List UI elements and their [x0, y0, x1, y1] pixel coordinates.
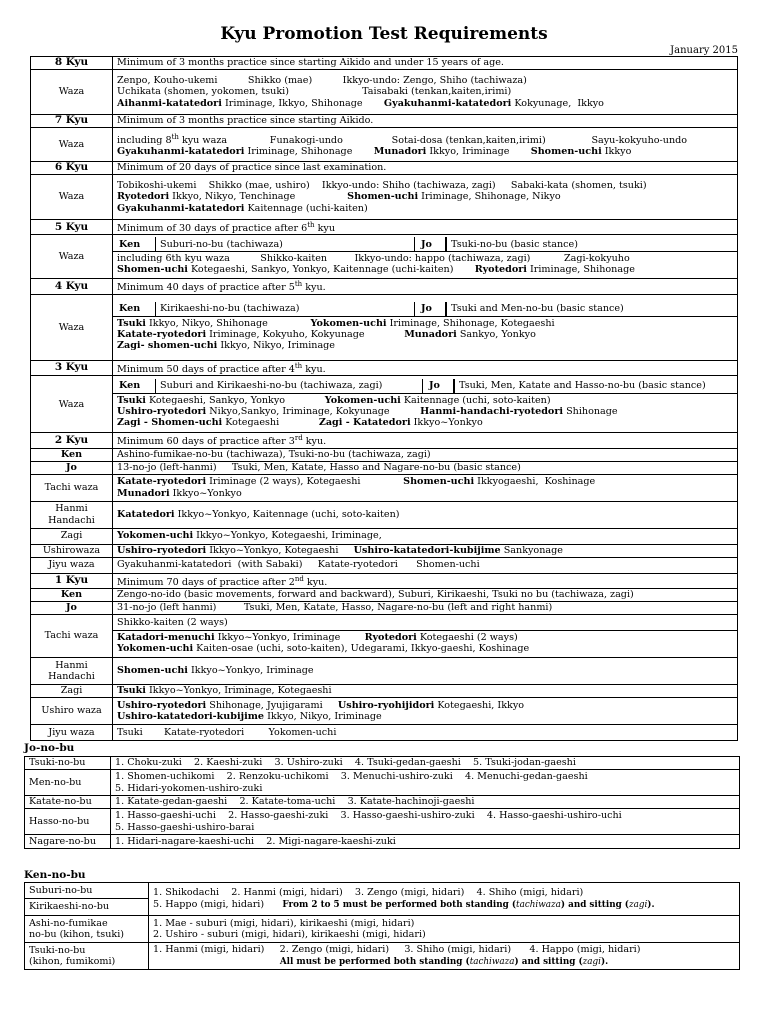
- technique-list: Nikyo,Sankyo, Iriminage, Kokyunage: [206, 406, 421, 418]
- jo-kata-list: 1. Choku-zuki 2. Kaeshi-zuki 3. Ushiro-zuki 4. Tsuki-gedan-gaeshi 5. Tsuki-jodan-gaeshi: [111, 757, 740, 770]
- jo-kata-list: 1. Katate-gedan-gaeshi 2. Katate-toma-uchi 3. Katate-hachinoji-gaeshi: [111, 796, 740, 809]
- note-text: ).: [647, 899, 655, 910]
- jo-kata-label: Hasso-no-bu: [25, 809, 111, 835]
- ushiro-waza-label: Ushiro waza: [31, 697, 113, 724]
- technique-list: Iriminage, Shihonage: [526, 264, 635, 276]
- technique-name: Aihanmi-katatedori: [117, 97, 222, 109]
- ken-kata-list: 2. Ushiro - suburi (migi, hidari), kirikaeshi (migi, hidari): [153, 929, 426, 940]
- technique-name: Katate-ryotedori: [117, 476, 207, 488]
- kyu-5-waza-content: [113, 235, 738, 279]
- jo-no-bu-heading: Jo-no-bu: [24, 742, 75, 754]
- jo-kata-list: 1. Shomen-uchikomi 2. Renzoku-uchikomi 3. Menuchi-ushiro-zuki 4. Menuchi-gedan-gaeshi: [115, 771, 588, 783]
- technique-name: Hanmi-handachi-ryotedori: [420, 406, 564, 418]
- ken-kata-content: [149, 943, 740, 970]
- kyu-7-header-row: [31, 115, 738, 128]
- ken-kata-list: 1. Hanmi (migi, hidari) 2. Zengo (migi, hidari) 3. Shiho (migi, hidari) 4. Happo (migi, hidari): [153, 944, 641, 956]
- ken-requirement: Suburi-no-bu (tachiwaza): [160, 238, 283, 250]
- technique-list: Ikkyo~Yonkyo, Kotegaeshi: [206, 544, 354, 556]
- suburi-label: Suburi-no-bu: [25, 883, 148, 899]
- kyu-2-jo-row: [31, 461, 738, 474]
- kyu-4-header-row: [31, 279, 738, 294]
- technique-list: Ikkyo, Nikyo, Tenchinage: [169, 191, 348, 203]
- technique-name: Yokomen-uchi: [324, 394, 401, 406]
- ken-jo-row: [113, 302, 738, 317]
- tachi-waza-label: Tachi waza: [31, 474, 113, 501]
- ken-label: Ken: [113, 237, 156, 251]
- label-line: Hanmi: [55, 503, 88, 515]
- jo-row: [25, 770, 740, 796]
- kyu-1-label: 1 Kyu: [31, 573, 113, 588]
- kyu-7-waza-row: [31, 128, 738, 162]
- technique-list: Kotegaeshi: [222, 417, 319, 429]
- technique-name: Gyakuhanmi-katatedori: [117, 146, 245, 158]
- label-line: no-bu (kihon, tsuki): [29, 929, 125, 940]
- technique-name: Gyakuhanmi-katatedori: [383, 97, 512, 109]
- label-line: Ashi-no-fumikae: [29, 917, 108, 929]
- req-text: kyu.: [303, 576, 328, 588]
- ushiro-waza-content: [113, 544, 738, 557]
- kyu-8-waza-line: Uchikata (shomen, yokomen, tsuki) Taisabaki (tenkan,kaiten,irimi): [117, 86, 512, 98]
- technique-name: Ryotedori: [474, 264, 527, 276]
- jo-kata-label: Nagare-no-bu: [25, 835, 111, 849]
- technique-list: Ikkyo, Nikyo, Iriminage: [264, 710, 382, 722]
- label-line: (kihon, fumikomi): [29, 956, 116, 967]
- jiyu-waza-label: Jiyu waza: [31, 724, 113, 740]
- jo-kata-label: Katate-no-bu: [25, 796, 111, 809]
- technique-list: Ikkyo~Yonkyo, Kaitennage (uchi, soto-kaiten): [174, 508, 400, 520]
- ken-no-bu-table: [24, 882, 740, 970]
- technique-list: Iriminage, Shihonage, Nikyo: [418, 191, 561, 203]
- kyu-7-waza-label: Waza: [31, 128, 113, 162]
- ordinal-suffix: rd: [294, 434, 303, 443]
- technique-list: Ikkyogaeshi, Koshinage: [474, 476, 596, 488]
- req-text: Minimum 60 days of practice after 3: [117, 436, 295, 448]
- label-line: Tsuki-no-bu: [29, 944, 86, 956]
- technique-list: Kotegaeshi, Sankyo, Yonkyo: [145, 394, 325, 406]
- technique-list: Sankyonage: [500, 544, 563, 556]
- jo-kata-content: [111, 809, 740, 835]
- technique-list: Shihonage, Jyujigarami: [206, 699, 338, 711]
- technique-list: Iriminage, Kokyuho, Kokyunage: [206, 329, 405, 341]
- ken-requirement: Ashino-fumikae-no-bu (tachiwaza), Tsuki-no-bu (tachiwaza, zagi): [113, 448, 738, 461]
- technique-name: Ushiro-ryohijidori: [337, 699, 435, 711]
- kyu-1-ken-row: [31, 588, 738, 601]
- technique-name: Tsuki: [117, 685, 146, 697]
- technique-list: Kaitennage (uchi, soto-kaiten): [400, 394, 551, 406]
- kyu-8-waza-label: Waza: [31, 70, 113, 115]
- technique-list: Ikkyo: [601, 146, 632, 158]
- kyu-5-waza-row: [31, 235, 738, 279]
- req-text: Minimum 40 days of practice after 5: [117, 282, 295, 294]
- ken-requirement: Zengo-no-ido (basic movements, forward and backward), Suburi, Kirikaeshi, Tsuki no bu (tachiwaza, zagi): [113, 588, 738, 601]
- label-line: Handachi: [48, 514, 95, 526]
- technique-name: Gyakuhanmi-katatedori: [117, 202, 245, 214]
- technique-name: Zagi - Katatedori: [318, 417, 411, 429]
- ken-kata-label: [25, 943, 149, 970]
- jo-row: [25, 757, 740, 770]
- technique-list: Sankyo, Yonkyo: [456, 329, 536, 341]
- jo-requirement: Tsuki, Men, Katate and Hasso-no-bu (basic stance): [454, 379, 738, 393]
- page-title: Kyu Promotion Test Requirements: [220, 24, 548, 44]
- ken-kata-list: 1. Mae - suburi (migi, hidari), kirikaeshi (migi, hidari): [153, 917, 415, 929]
- jo-row: [25, 809, 740, 835]
- req-text: kyu.: [302, 436, 327, 448]
- jo-label: Jo: [422, 379, 454, 393]
- zagi-content: [113, 528, 738, 544]
- req-text: kyu.: [302, 363, 326, 375]
- note-text: From 2 to 5 must be performed both standing (: [282, 899, 517, 910]
- ushiro-waza-label: Ushirowaza: [31, 544, 113, 557]
- jo-label: Jo: [414, 302, 446, 316]
- waza-text: Tobikoshi-ukemi Shikko (mae, ushiro) Ikkyo-undo: Shiho (tachiwaza, zagi) Sabaki-kata (shomen, tsuki): [117, 180, 647, 192]
- technique-name: Yokomen-uchi: [117, 643, 194, 655]
- kyu-7-label: 7 Kyu: [31, 115, 113, 128]
- note-text: ) and sitting (: [514, 956, 583, 967]
- hanmi-handachi-content: [113, 501, 738, 528]
- technique-list: Ikkyo~Yonkyo, Iriminage: [214, 632, 365, 644]
- ken-no-bu-heading: Ken-no-bu: [24, 869, 86, 881]
- technique-list: Kotegaeshi (2 ways): [416, 632, 518, 644]
- kyu-3-waza-row: [31, 376, 738, 433]
- kyu-5-waza-label: Waza: [31, 235, 113, 279]
- technique-name: Shomen-uchi: [530, 146, 602, 158]
- ken-kata-list: 1. Shikodachi 2. Hanmi (migi, hidari) 3. Zengo (migi, hidari) 4. Shiho (migi, hidari): [153, 887, 584, 899]
- ordinal-suffix: nd: [294, 574, 304, 583]
- technique-name: Shomen-uchi: [347, 191, 419, 203]
- ken-kata-label: [25, 883, 149, 916]
- jo-label: Jo: [31, 601, 113, 614]
- jo-requirement: 31-no-jo (left hanmi) Tsuki, Men, Katate, Hasso, Nagare-no-bu (left and right hanmi): [113, 601, 738, 614]
- jo-kata-label: Men-no-bu: [25, 770, 111, 796]
- kyu-2-ushiro-row: [31, 544, 738, 557]
- jo-requirement: Tsuki and Men-no-bu (basic stance): [446, 302, 738, 316]
- kyu-6-waza-label: Waza: [31, 175, 113, 220]
- waza-text: kyu waza Funakogi-undo Sotai-dosa (tenkan,kaiten,irimi) Sayu-kokyuho-undo: [178, 134, 688, 146]
- technique-list: Ikkyo~Yonkyo, Iriminage, Kotegaeshi: [145, 685, 332, 697]
- technique-name: Katate-ryotedori: [117, 329, 207, 341]
- kyu-4-requirement: [113, 279, 738, 294]
- kyu-2-zagi-row: [31, 528, 738, 544]
- jo-requirement: 13-no-jo (left-hanmi) Tsuki, Men, Katate, Hasso and Nagare-no-bu (basic stance): [113, 461, 738, 474]
- ken-jo-row: [113, 237, 738, 252]
- req-text: kyu.: [302, 282, 326, 294]
- kyu-3-header-row: [31, 360, 738, 375]
- kyu-1-tachi-row: [31, 614, 738, 657]
- note-text: All must be performed both standing (: [279, 956, 470, 967]
- tachi-waza-content: [113, 474, 738, 501]
- zagi-label: Zagi: [31, 528, 113, 544]
- kyu-5-requirement: [113, 220, 738, 235]
- technique-name: Yokomen-uchi: [310, 317, 387, 329]
- ken-kata-list: 5. Happo (migi, hidari): [153, 898, 283, 910]
- technique-list: Iriminage, Ikkyo, Shihonage: [221, 97, 384, 109]
- technique-name: Munadori: [117, 487, 170, 499]
- kyu-7-requirement: Minimum of 3 months practice since starting Aikido.: [113, 115, 738, 128]
- ken-requirement: Kirikaeshi-no-bu (tachiwaza): [160, 303, 300, 315]
- jo-kata-list: 5. Hasso-gaeshi-ushiro-barai: [115, 821, 255, 833]
- note-text: tachiwaza: [516, 899, 561, 910]
- kyu-2-jiyu-row: [31, 557, 738, 573]
- technique-list: Iriminage, Shihonage, Kotegaeshi: [386, 317, 555, 329]
- jiyu-waza-label: Jiyu waza: [31, 557, 113, 573]
- jo-kata-list: 1. Hasso-gaeshi-uchi 2. Hasso-gaeshi-zuki 3. Hasso-gaeshi-ushiro-zuki 4. Hasso-gaeshi-ushiro-uchi: [115, 810, 622, 822]
- ken-label: Ken: [31, 588, 113, 601]
- ordinal-suffix: th: [307, 221, 315, 229]
- tachi-waza-label: Tachi waza: [31, 614, 113, 657]
- technique-name: Shomen-uchi: [117, 665, 188, 677]
- ken-row: [25, 883, 740, 916]
- technique-name: Ryotedori: [117, 191, 170, 203]
- ken-row: [25, 916, 740, 943]
- kyu-5-header-row: [31, 220, 738, 235]
- technique-name: Tsuki: [117, 394, 146, 406]
- jo-kata-content: [111, 770, 740, 796]
- technique-list: Ikkyo, Nikyo, Iriminage: [217, 340, 335, 352]
- technique-list: Kaitennage (uchi-kaiten): [244, 202, 368, 214]
- kyu-8-header-row: [31, 57, 738, 70]
- technique-list: Ikkyo, Nikyo, Shihonage: [145, 317, 311, 329]
- ken-row: [25, 943, 740, 970]
- technique-name: Zagi- shomen-uchi: [117, 340, 218, 352]
- hanmi-handachi-content: [113, 657, 738, 684]
- ordinal-suffix: th: [171, 132, 179, 141]
- ken-label: Ken: [31, 448, 113, 461]
- kyu-3-label: 3 Kyu: [31, 360, 113, 375]
- req-text: Minimum 70 days of practice after 2: [117, 576, 295, 588]
- note-text: ).: [600, 956, 609, 967]
- technique-list: Iriminage (2 ways), Kotegaeshi: [206, 476, 404, 488]
- kyu-8-requirement: Minimum of 3 months practice since starting Aikido and under 15 years of age.: [113, 57, 738, 70]
- jo-no-bu-table: [24, 756, 740, 849]
- technique-name: Munadori: [404, 329, 457, 341]
- kyu-8-waza-content: [113, 70, 738, 115]
- technique-list: Shihonage: [563, 406, 618, 418]
- technique-name: Shomen-uchi: [403, 476, 475, 488]
- req-text: Minimum of 30 days of practice after 6: [117, 223, 308, 235]
- kyu-3-waza-label: Waza: [31, 376, 113, 433]
- technique-name: Ushiro-ryotedori: [117, 699, 207, 711]
- ordinal-suffix: th: [294, 361, 303, 370]
- technique-list: Iriminage, Shihonage: [244, 146, 374, 158]
- technique-name: Ushiro-katatedori-kubijime: [117, 710, 265, 722]
- zagi-label: Zagi: [31, 684, 113, 697]
- technique-list: Kotegaeshi, Ikkyo: [434, 699, 525, 711]
- technique-name: Ushiro-ryotedori: [117, 544, 207, 556]
- kyu-7-waza-content: [113, 128, 738, 162]
- ken-requirement: Suburi and Kirikaeshi-no-bu (tachiwaza, zagi): [160, 380, 383, 392]
- technique-list: Ikkyo~Yonkyo: [169, 487, 242, 499]
- kyu-1-requirement: [113, 573, 738, 588]
- kyu-1-header-row: [31, 573, 738, 588]
- jo-kata-list: 1. Hidari-nagare-kaeshi-uchi 2. Migi-nagare-kaeshi-zuki: [111, 835, 740, 849]
- kyu-1-zagi-row: [31, 684, 738, 697]
- jo-label: Jo: [31, 461, 113, 474]
- kyu-8-waza-row: [31, 70, 738, 115]
- document-date: January 2015: [670, 45, 738, 56]
- technique-list: Kokyunage, Ikkyo: [511, 97, 604, 109]
- jiyu-waza-content: Gyakuhanmi-katatedori (with Sabaki) Katate-ryotedori Shomen-uchi: [113, 557, 738, 573]
- technique-name: Ushiro-katatedori-kubijime: [353, 544, 501, 556]
- technique-name: Zagi - Shomen-uchi: [117, 417, 223, 429]
- tachi-waza-content: [113, 614, 738, 657]
- jo-label: Jo: [414, 237, 446, 251]
- jiyu-waza-content: Tsuki Katate-ryotedori Yokomen-uchi: [113, 724, 738, 740]
- kyu-6-waza-row: [31, 175, 738, 220]
- technique-name: Ushiro-ryotedori: [117, 406, 207, 418]
- kyu-2-requirement: [113, 433, 738, 448]
- kyu-4-waza-label: Waza: [31, 294, 113, 360]
- kyu-4-waza-content: [113, 294, 738, 360]
- note-text: tachiwaza: [469, 956, 515, 967]
- kyu-2-tachi-row: [31, 474, 738, 501]
- waza-text: including 8: [117, 134, 172, 146]
- kyu-2-label: 2 Kyu: [31, 433, 113, 448]
- technique-name: Yokomen-uchi: [117, 530, 194, 542]
- note-text: ) and sitting (: [560, 899, 629, 910]
- ken-kata-label: [25, 916, 149, 943]
- technique-list: Ikkyo~Yonkyo, Kotegaeshi, Iriminage,: [193, 530, 382, 542]
- technique-list: Ikkyo, Iriminage: [426, 146, 531, 158]
- kyu-6-header-row: [31, 162, 738, 175]
- kyu-2-hanmi-row: [31, 501, 738, 528]
- jo-kata-list: 5. Hidari-yokomen-ushiro-zuki: [115, 782, 263, 794]
- jo-row: [25, 835, 740, 849]
- technique-name: Ryotedori: [364, 632, 417, 644]
- ken-kata-content: [149, 916, 740, 943]
- kyu-requirements-table: [30, 56, 738, 741]
- kirikaeshi-label: Kirikaeshi-no-bu: [29, 901, 110, 912]
- technique-name: Shomen-uchi: [117, 264, 188, 276]
- kyu-8-waza-line: Zenpo, Kouho-ukemi Shikko (mae) Ikkyo-undo: Zengo, Shiho (tachiwaza): [117, 75, 527, 87]
- kyu-1-jiyu-row: [31, 724, 738, 740]
- label-line: Handachi: [48, 670, 95, 682]
- kyu-2-header-row: [31, 433, 738, 448]
- kyu-4-label: 4 Kyu: [31, 279, 113, 294]
- technique-list: Kotegaeshi, Sankyo, Yonkyo, Kaitennage (uchi-kaiten): [187, 264, 475, 276]
- zagi-content: [113, 684, 738, 697]
- ken-label: Ken: [113, 302, 156, 316]
- ordinal-suffix: th: [294, 280, 303, 289]
- kyu-1-jo-row: [31, 601, 738, 614]
- note-text: zagi: [582, 956, 601, 967]
- jo-kata-label: Tsuki-no-bu: [25, 757, 111, 770]
- req-text: Minimum 50 days of practice after 4: [117, 363, 295, 375]
- technique-name: Munadori: [373, 146, 427, 158]
- technique-list: Kaiten-osae (uchi, soto-kaiten), Udegarami, Ikkyo-gaeshi, Koshinage: [193, 643, 530, 655]
- kyu-6-label: 6 Kyu: [31, 162, 113, 175]
- kyu-6-waza-content: [113, 175, 738, 220]
- ushiro-waza-content: [113, 697, 738, 724]
- technique-name: Katadori-menuchi: [117, 632, 215, 644]
- technique-list: Ikkyo~Yonkyo, Iriminage: [187, 665, 314, 677]
- technique-list: Ikkyo~Yonkyo: [410, 417, 483, 429]
- kyu-4-waza-row: [31, 294, 738, 360]
- kyu-6-requirement: Minimum of 20 days of practice since last examination.: [113, 162, 738, 175]
- technique-name: Tsuki: [117, 317, 146, 329]
- technique-name: Katatedori: [117, 508, 175, 520]
- ken-jo-row: [113, 379, 738, 394]
- kyu-3-requirement: [113, 360, 738, 375]
- waza-text: including 6th kyu waza Shikko-kaiten Ikkyo-undo: happo (tachiwaza, zagi) Zagi-kokyuho: [117, 253, 630, 265]
- hanmi-handachi-label: [31, 501, 113, 528]
- kyu-3-waza-content: [113, 376, 738, 433]
- kyu-1-ushiro-row: [31, 697, 738, 724]
- jo-requirement: Tsuki-no-bu (basic stance): [446, 237, 738, 251]
- hanmi-handachi-label: [31, 657, 113, 684]
- technique-list: Shikko-kaiten (2 ways): [113, 616, 737, 631]
- label-line: Hanmi: [55, 659, 88, 671]
- kyu-2-ken-row: [31, 448, 738, 461]
- ken-kata-content: [149, 883, 740, 916]
- ken-label: Ken: [113, 379, 156, 393]
- note-text: zagi: [628, 899, 648, 910]
- req-text: kyu: [314, 223, 336, 235]
- kyu-1-hanmi-row: [31, 657, 738, 684]
- kyu-5-label: 5 Kyu: [31, 220, 113, 235]
- jo-row: [25, 796, 740, 809]
- kyu-8-label: 8 Kyu: [31, 57, 113, 70]
